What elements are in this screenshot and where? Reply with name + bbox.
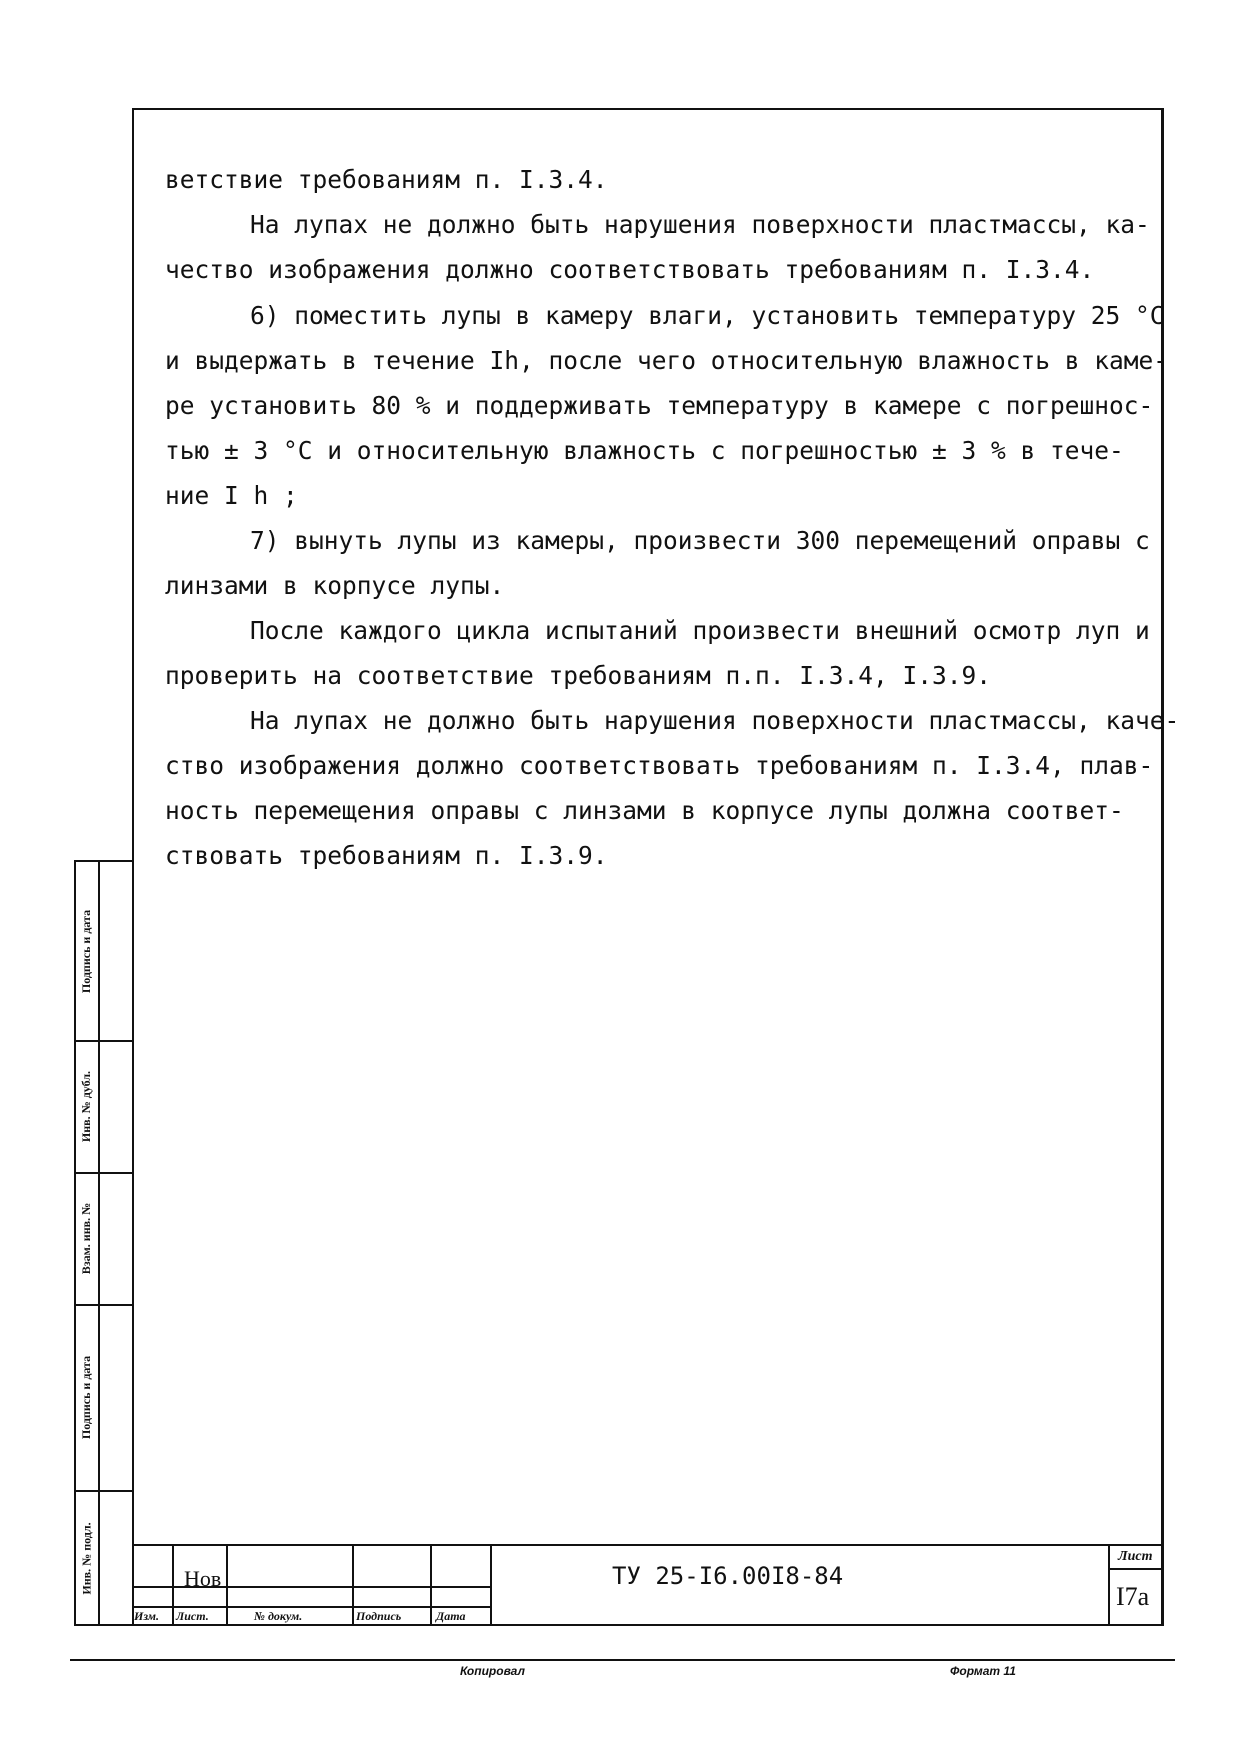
- col-list: Лист.: [176, 1609, 209, 1623]
- strip-label-signature-date-1: Подпись и дата: [79, 909, 94, 993]
- col-signature: Подпись: [356, 1609, 402, 1623]
- tb-line: [226, 1544, 228, 1626]
- text-line-14: ство изображения должно соответствовать требованиям п. I.3.4, плав-: [165, 751, 1154, 780]
- text-line-15: ность перемещения оправы с линзами в корпусе лупы должна соответ-: [165, 796, 1124, 825]
- text-line-13: На лупах не должно быть нарушения поверхности пластмассы, каче-: [250, 706, 1180, 735]
- footer-line: [70, 1659, 1175, 1661]
- text-line-6: ре установить 80 % и поддерживать температуру в камере с погрешнос-: [165, 391, 1154, 420]
- text-line-9: 7) вынуть лупы из камеры, произвести 300 перемещений оправы с: [250, 526, 1150, 555]
- tb-line: [430, 1544, 432, 1626]
- col-izm: Изм.: [134, 1609, 159, 1623]
- text-line-16: ствовать требованиям п. I.3.9.: [165, 841, 608, 870]
- tb-line: [132, 1606, 492, 1608]
- text-line-2: На лупах не должно быть нарушения поверхности пластмассы, ка-: [250, 210, 1150, 239]
- text-line-12: проверить на соответствие требованиям п.п. I.3.4, I.3.9.: [165, 661, 992, 690]
- tb-line: [352, 1544, 354, 1626]
- text-line-10: линзами в корпусе лупы.: [165, 571, 505, 600]
- col-date: Дата: [436, 1609, 466, 1623]
- text-line-1: ветствие требованиям п. I.3.4.: [165, 165, 608, 194]
- sheet-label: Лист: [1118, 1549, 1153, 1564]
- strip-label-inv-podl: Инв. № подл.: [79, 1521, 94, 1595]
- strip-divider: [98, 862, 100, 1624]
- sheet-number: I7а: [1116, 1582, 1150, 1611]
- document-code: ТУ 25-I6.00I8-84: [612, 1562, 844, 1590]
- text-line-5: и выдержать в течение Ih, после чего относительную влажность в каме-: [165, 346, 1169, 375]
- col-doc-number: № докум.: [254, 1609, 303, 1623]
- strip-label-inv-dubl: Инв. № дубл.: [79, 1070, 94, 1142]
- text-line-11: После каждого цикла испытаний произвести внешний осмотр луп и: [250, 616, 1150, 645]
- text-line-4: 6) поместить лупы в камеру влаги, установить температуру 25 °С: [250, 301, 1165, 330]
- tb-line: [1108, 1544, 1110, 1626]
- title-block: [132, 1544, 1164, 1626]
- tb-line: [490, 1544, 492, 1626]
- revision-nov: Нов: [184, 1566, 222, 1591]
- strip-label-vzam-inv: Взам. инв. №: [79, 1202, 94, 1274]
- tb-line: [490, 1544, 1164, 1546]
- tb-line: [132, 1544, 492, 1546]
- text-line-7: тью ± 3 °С и относительную влажность с погрешностью ± 3 % в тече-: [165, 436, 1124, 465]
- side-stamp-strip: [74, 860, 132, 1626]
- text-line-3: чество изображения должно соответствовать требованиям п. I.3.4.: [165, 255, 1095, 284]
- footer-format: Формат 11: [950, 1664, 1016, 1678]
- strip-label-signature-date-2: Подпись и дата: [79, 1355, 94, 1439]
- footer-copied: Копировал: [460, 1664, 525, 1678]
- tb-line: [172, 1544, 174, 1626]
- tb-line: [1108, 1568, 1164, 1570]
- text-line-8: ние I h ;: [165, 481, 298, 510]
